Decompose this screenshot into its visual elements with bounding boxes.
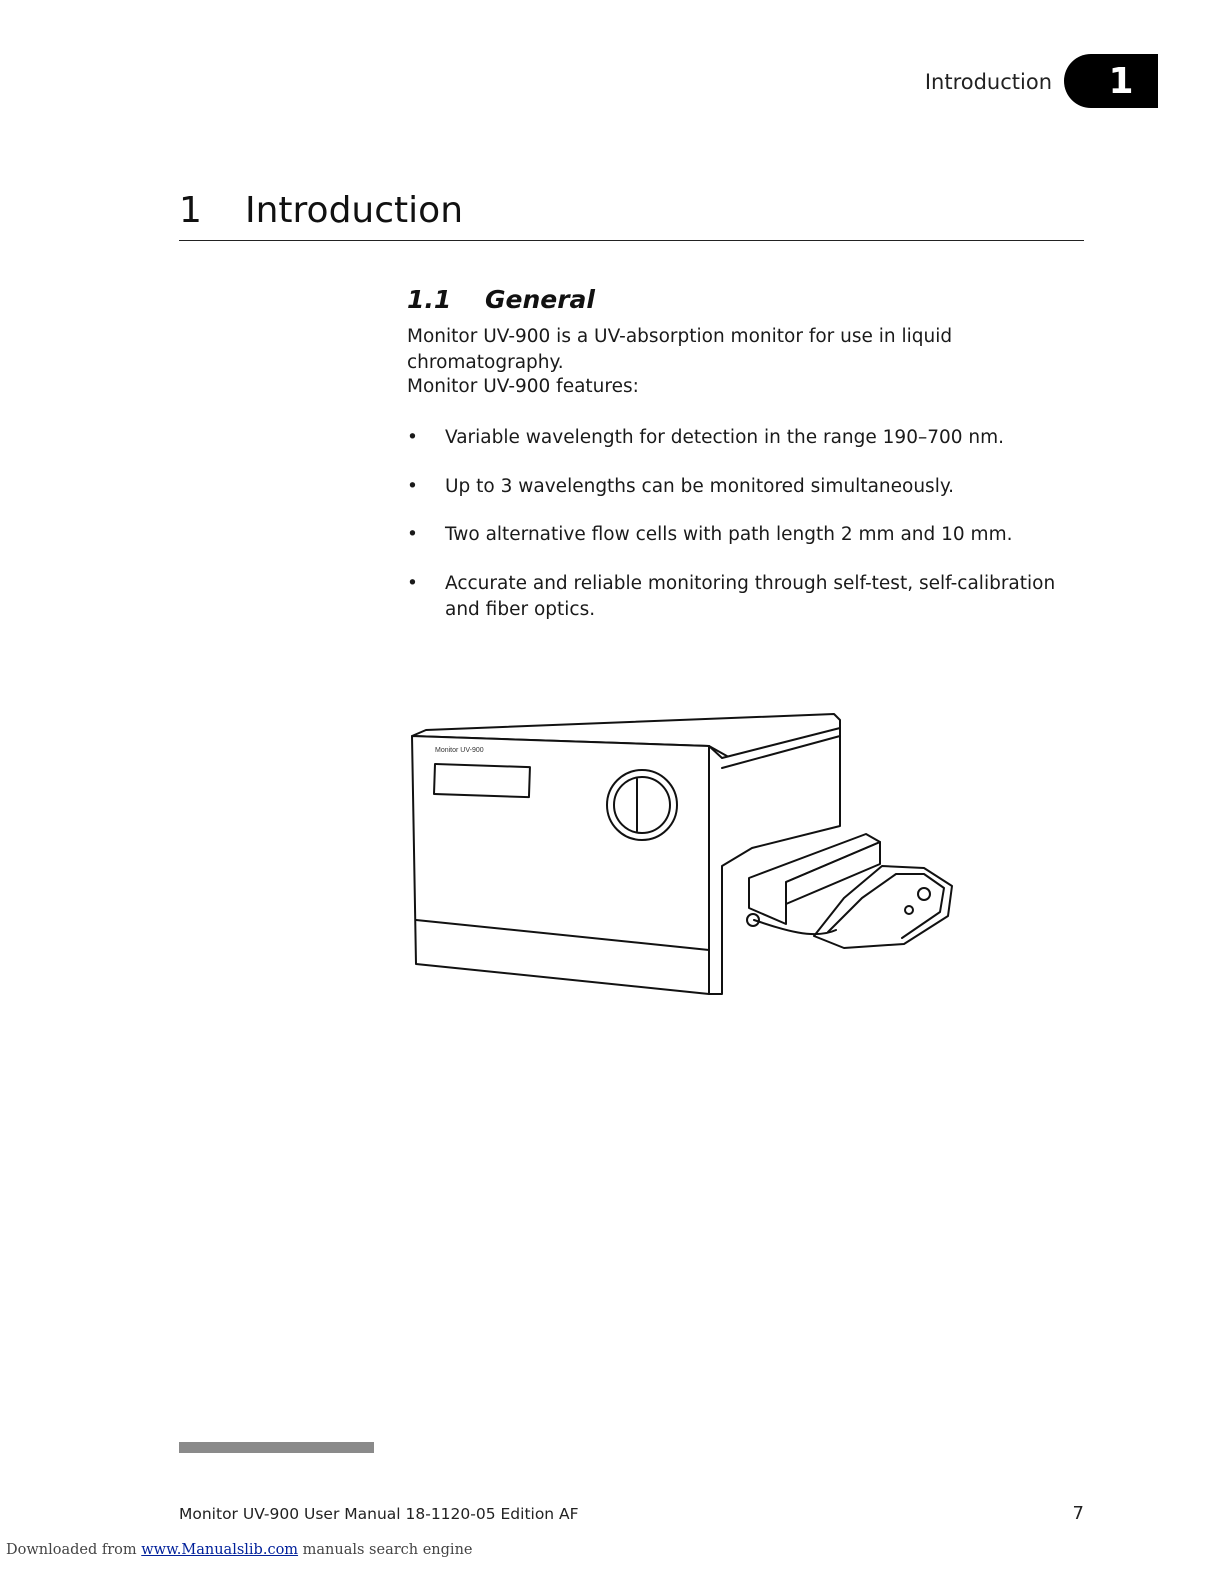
section-title: General	[485, 285, 595, 314]
bullet: •	[407, 524, 418, 545]
bullet: •	[407, 475, 418, 497]
list-item-text: Up to 3 wavelengths can be monitored simultaneously.	[445, 475, 955, 497]
footer-bar	[179, 1442, 374, 1453]
list-item	[407, 425, 1087, 451]
feature-list	[407, 425, 1087, 645]
list-item-text: Accurate and reliable monitoring through self-test, self-calibration and fiber optics.	[445, 572, 1056, 620]
monitor-illustration	[404, 698, 964, 1004]
footer-manual-title: Monitor UV-900 User Manual 18-1120-05 Edition AF	[179, 1505, 579, 1523]
device-front-panel	[412, 736, 709, 994]
list-item-text: Two alternative flow cells with path length 2 mm and 10 mm.	[445, 524, 1013, 545]
chapter-tab: 1	[1064, 54, 1158, 108]
list-item	[407, 522, 1087, 548]
list-item	[407, 571, 1087, 623]
download-notice	[6, 1542, 473, 1558]
bullet: •	[407, 572, 418, 594]
chapter-title: Introduction	[245, 190, 464, 231]
page-number: 7	[1072, 1503, 1084, 1524]
chapter-rule	[179, 240, 1084, 241]
section-number: 1.1	[407, 285, 452, 314]
chapter-number: 1	[179, 190, 202, 231]
download-prefix: Downloaded from	[6, 1542, 137, 1558]
chapter-heading	[179, 190, 1084, 231]
bullet: •	[407, 427, 418, 448]
list-item-text: Variable wavelength for detection in the range 190–700 nm.	[445, 427, 1005, 448]
list-item	[407, 474, 1087, 500]
section-heading	[407, 285, 595, 314]
running-header-section: Introduction	[924, 70, 1052, 94]
device-label: Monitor UV-900	[435, 747, 484, 754]
intro-paragraph: Monitor UV-900 is a UV-absorption monitor for use in liquid chromatography.	[407, 326, 953, 373]
manualslib-link[interactable]: www.Manualslib.com	[141, 1542, 299, 1558]
download-suffix: manuals search engine	[302, 1542, 473, 1558]
features-intro: Monitor UV-900 features:	[407, 376, 639, 397]
